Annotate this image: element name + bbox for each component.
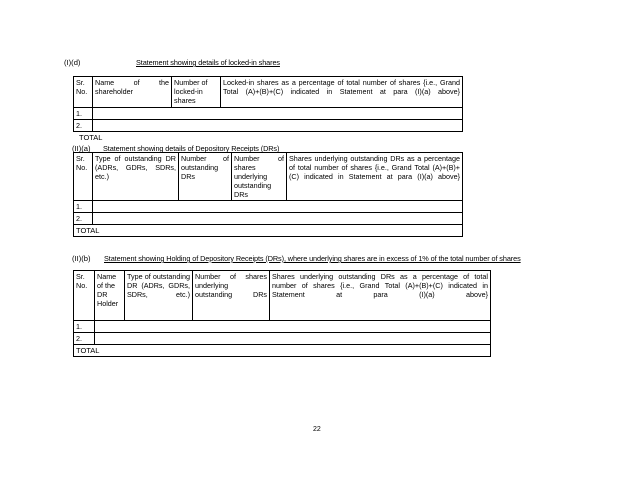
- empty-cell: [93, 201, 463, 213]
- dr-holding-table: [73, 270, 491, 357]
- table-header-row: [74, 153, 463, 201]
- total-cell: TOTAL: [74, 345, 491, 357]
- header-cell: Sr. No.: [74, 153, 93, 201]
- row-number: 2.: [74, 120, 93, 132]
- total-row: [74, 225, 463, 237]
- empty-cell: [93, 213, 463, 225]
- header-cell: Type of outstanding DR (ADRs, GDRs, SDRs, etc.): [125, 271, 193, 321]
- table-header-row: [74, 77, 463, 108]
- table-row: [74, 120, 463, 132]
- table-row: [74, 333, 491, 345]
- table-row: [74, 201, 463, 213]
- row-number: 1.: [74, 108, 93, 120]
- header-cell: Shares underlying outstanding DRs as a percentage of total number of shares {i.e., Grand Total (A)+(B)+(C) indicated in Statement at para (I)(a) above}: [270, 271, 491, 321]
- section-title: Statement showing details of Depository Receipts (DRs): [103, 144, 280, 153]
- total-label: TOTAL: [79, 133, 103, 142]
- header-cell: Locked-in shares as a percentage of total number of shares {i.e., Grand Total (A)+(B)+(C) indicated in Statement at para (I)(a) above}: [221, 77, 463, 108]
- header-cell: Sr. No.: [74, 77, 93, 108]
- empty-cell: [93, 120, 463, 132]
- header-cell: Shares underlying outstanding DRs as a percentage of total number of shares {i.e., Grand Total (A)+(B)+(C) indicated in Statement at para (I)(a) above}: [287, 153, 463, 201]
- row-number: 2.: [74, 333, 95, 345]
- locked-in-shares-table: [73, 76, 463, 132]
- empty-cell: [95, 321, 491, 333]
- section-title: Statement showing details of locked-in shares: [136, 58, 280, 67]
- header-cell: Number of locked-in shares: [172, 77, 221, 108]
- header-cell: Number of outstanding DRs: [179, 153, 232, 201]
- header-cell: Number of shares underlying outstanding DRs: [232, 153, 287, 201]
- total-row: [74, 345, 491, 357]
- row-number: 1.: [74, 321, 95, 333]
- depository-receipts-table: [73, 152, 463, 237]
- section-label: (II)(b): [72, 254, 91, 263]
- table-header-row: [74, 271, 491, 321]
- table-row: [74, 108, 463, 120]
- header-cell: Sr. No.: [74, 271, 95, 321]
- header-cell: Number of shares underlying outstanding DRs: [193, 271, 270, 321]
- header-cell: Name of the shareholder: [93, 77, 172, 108]
- section-label: (I)(d): [64, 58, 81, 67]
- empty-cell: [95, 333, 491, 345]
- header-cell: Name of the DR Holder: [95, 271, 125, 321]
- header-cell: Type of outstanding DR (ADRs, GDRs, SDRs, etc.): [93, 153, 179, 201]
- section-label: (II)(a): [72, 144, 91, 153]
- row-number: 1.: [74, 201, 93, 213]
- page-number: 22: [313, 426, 321, 433]
- empty-cell: [93, 108, 463, 120]
- total-cell: TOTAL: [74, 225, 463, 237]
- table-row: [74, 213, 463, 225]
- section-title: Statement showing Holding of Depository Receipts (DRs), where underlying shares are in excess of 1% of the total number of shares: [104, 254, 521, 263]
- table-row: [74, 321, 491, 333]
- row-number: 2.: [74, 213, 93, 225]
